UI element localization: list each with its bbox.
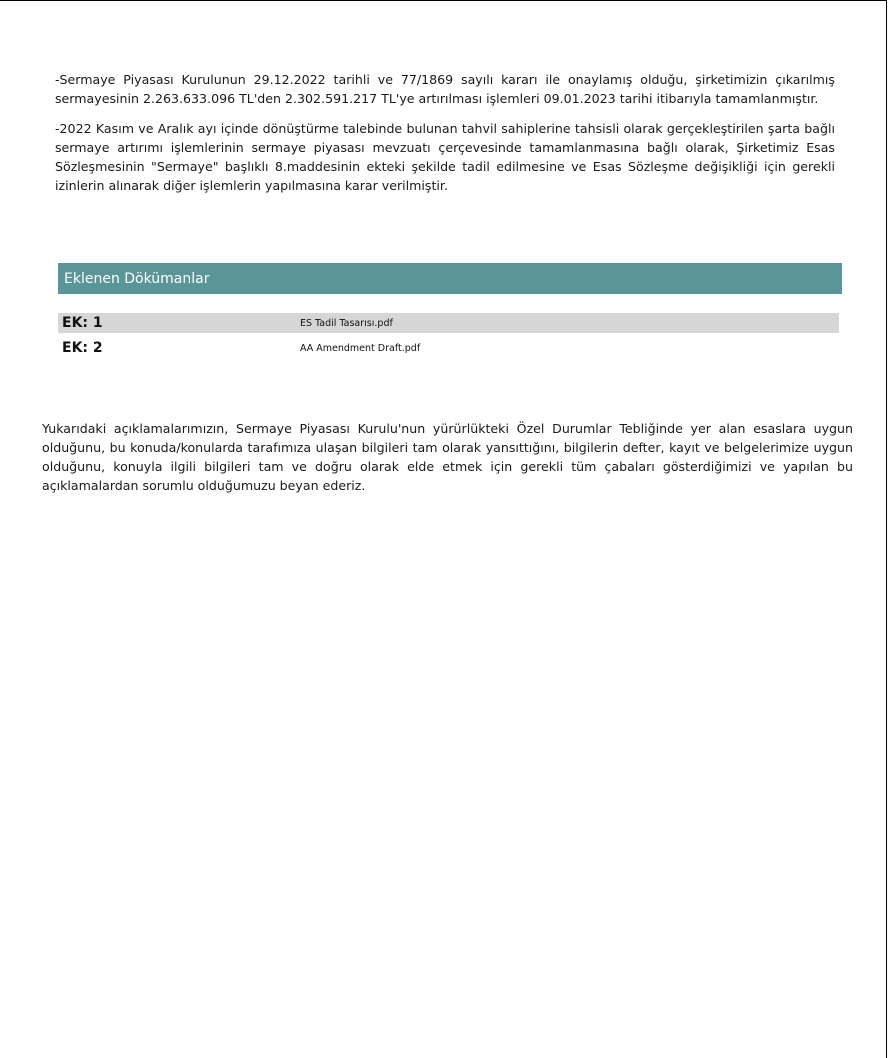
attachment-label: EK: 2 (62, 340, 103, 356)
attachment-file-link[interactable]: AA Amendment Draft.pdf (300, 342, 421, 354)
attachments-header (58, 263, 842, 294)
right-border (886, 0, 887, 1058)
attachments-header-label: Eklenen Dökümanlar (64, 270, 210, 287)
attachment-row-2 (58, 338, 839, 358)
responsibility-declaration: Yukarıdaki açıklamalarımızın, Sermaye Piyasası Kurulu'nun yürürlükteki Özel Durumlar Tebliğinde yer alan esaslara uygun olduğunu, bu konuda/konularda tarafımıza ulaşan bilgileri tam olarak yansıttığını, bilgilerin defter, kayıt ve belgelerimize uygun olduğunu, konuyla ilgili bilgileri tam ve doğru olarak elde etmek için gerekli tüm çabaları gösterdiğimizi ve yapılan bu açıklamalardan sorumlu olduğumuzu beyan ederiz. (42, 421, 853, 493)
top-border (0, 0, 886, 1)
attachment-row-1 (58, 313, 839, 333)
paragraph-capital-increase: -Sermaye Piyasası Kurulunun 29.12.2022 tarihli ve 77/1869 sayılı kararı ile onaylamış olduğu, şirketimizin çıkarılmış sermayesinin 2.263.633.096 TL'den 2.302.591.217 TL'ye artırılması işlemleri 09.01.2023 tarihi itibarıyla tamamlanmıştır. (55, 72, 835, 106)
announcement-body (55, 70, 835, 206)
paragraph-articles-amendment: -2022 Kasım ve Aralık ayı içinde dönüştürme talebinde bulunan tahvil sahiplerine tahsisli olarak gerçekleştirilen şarta bağlı sermaye artırımı işlemlerinin sermaye piyasası mevzuatı çerçevesinde tamamlanmasına bağlı olarak, Şirketimiz Esas Sözleşmesinin "Sermaye" başlıklı 8.maddesinin ekteki şekilde tadil edilmesine ve Esas Sözleşme değişikliği için gerekli izinlerin alınarak diğer işlemlerin yapılmasına karar verilmiştir. (55, 121, 835, 193)
attachment-label: EK: 1 (62, 315, 103, 331)
attachment-file-link[interactable]: ES Tadil Tasarısı.pdf (300, 317, 393, 329)
